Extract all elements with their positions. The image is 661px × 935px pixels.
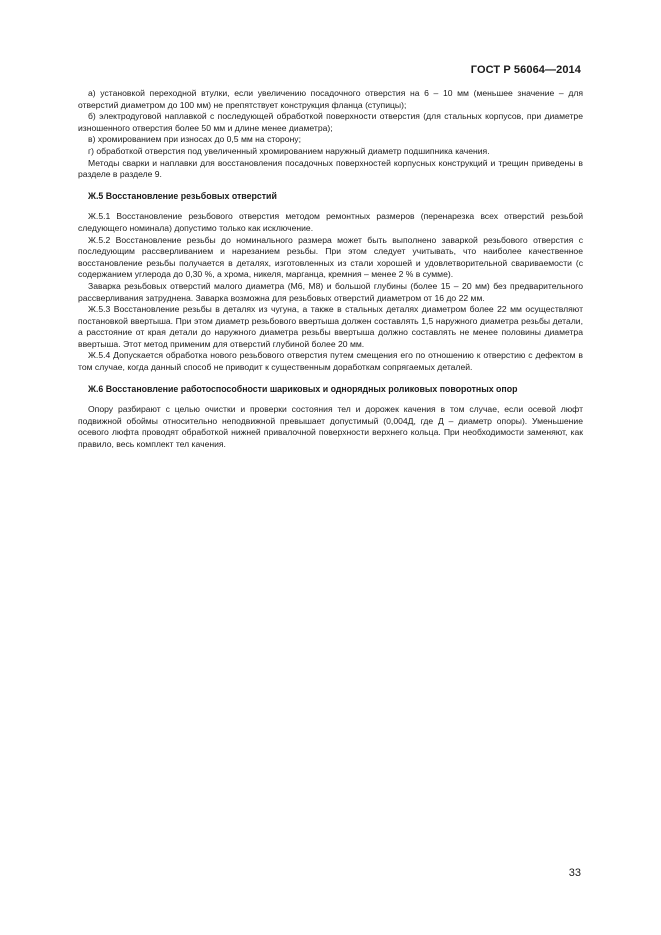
list-item-v: в) хромированием при износах до 0,5 мм на сторону; bbox=[88, 134, 301, 145]
section-j5-paragraph-5: Ж.5.4 Допускается обработка нового резьбового отверстия путем смещения его по отношению к отверстию с дефектом в том случае, когда данный способ не приводит к существенным доработкам сопрягаемых деталей. bbox=[78, 350, 583, 373]
section-j5-paragraph-1: Ж.5.1 Восстановление резьбового отверстия методом ремонтных размеров (перенарезка всех отверстий резьбой следующего номинала) допустимо только как исключение. bbox=[78, 211, 583, 233]
page-number: 33 bbox=[568, 867, 581, 879]
section-j5-heading: Ж.5 Восстановление резьбовых отверстий bbox=[88, 190, 277, 201]
section-j5-paragraph-3: Заварка резьбовых отверстий малого диаметра (М6, М8) и большой глубины (более 15 – 20 мм) без предварительного рассверливания затруднена. Заварка возможна для резьбовых отверстий диаметром от 16 до 22 мм. bbox=[78, 280, 583, 303]
list-item-b: б) электродуговой наплавкой с последующей обработкой поверхности отверстия (для стальных корпусов, при диаметре изношенного отверстия более 50 мм и длине менее диаметра); bbox=[78, 111, 583, 133]
list-item-g: г) обработкой отверстия под увеличенный хромированием наружный диаметр подшипника качения. bbox=[88, 145, 490, 156]
document-standard-id: ГОСТ Р 56064—2014 bbox=[470, 64, 581, 76]
section-j5-paragraph-4: Ж.5.3 Восстановление резьбы в деталях из чугуна, а также в стальных деталях диаметром более 22 мм осуществляют постановкой ввертыша. При этом диаметр резьбового ввертыша должен составлять 1,5 наружного диаметра резьбы детали, а расстояние от края детали до наружного диаметра резьбы ввертыша должно составлять не менее половины диаметра ввертыша. Этот метод применим для отверстий глубиной более 20 мм. bbox=[78, 304, 583, 349]
methods-reference-paragraph: Методы сварки и наплавки для восстановления посадочных поверхностей корпусных конструкций и трещин приведены в разделе в разделе 9. bbox=[78, 157, 583, 180]
section-j5-paragraph-2: Ж.5.2 Восстановление резьбы до номинального размера может быть выполнено заваркой резьбового отверстия с последующим рассверливанием и нарезанием резьбы. При этом следует учитывать, что наиболее качественное восстановление резьбы получается в деталях, изготовленных из стали хорошей и удовлетворительной свариваемости (с содержанием углерода до 0,30 %, а хрома, никеля, марганца, кремния – менее 2 % в сумме). bbox=[78, 234, 583, 280]
section-j6-paragraph-1: Опору разбирают с целью очистки и проверки состояния тел и дорожек качения в том случае, если осевой люфт подвижной обоймы относительно неподвижной превышает допустимый (0,004Д, где Д – диаметр опоры). Уменьшение осевого люфта проводят обработкой нижней привалочной поверхности верхнего кольца. При необходимости заменяют, как правило, весь комплект тел качения. bbox=[78, 404, 583, 450]
list-item-a: а) установкой переходной втулки, если увеличению посадочного отверстия на 6 – 10 мм (меньшее значение – для отверстий диаметром до 100 мм) не препятствует конструкция фланца (ступицы); bbox=[78, 88, 583, 110]
section-j6-heading: Ж.6 Восстановление работоспособности шариковых и однорядных роликовых поворотных опор bbox=[88, 383, 518, 394]
document-body bbox=[78, 88, 583, 451]
